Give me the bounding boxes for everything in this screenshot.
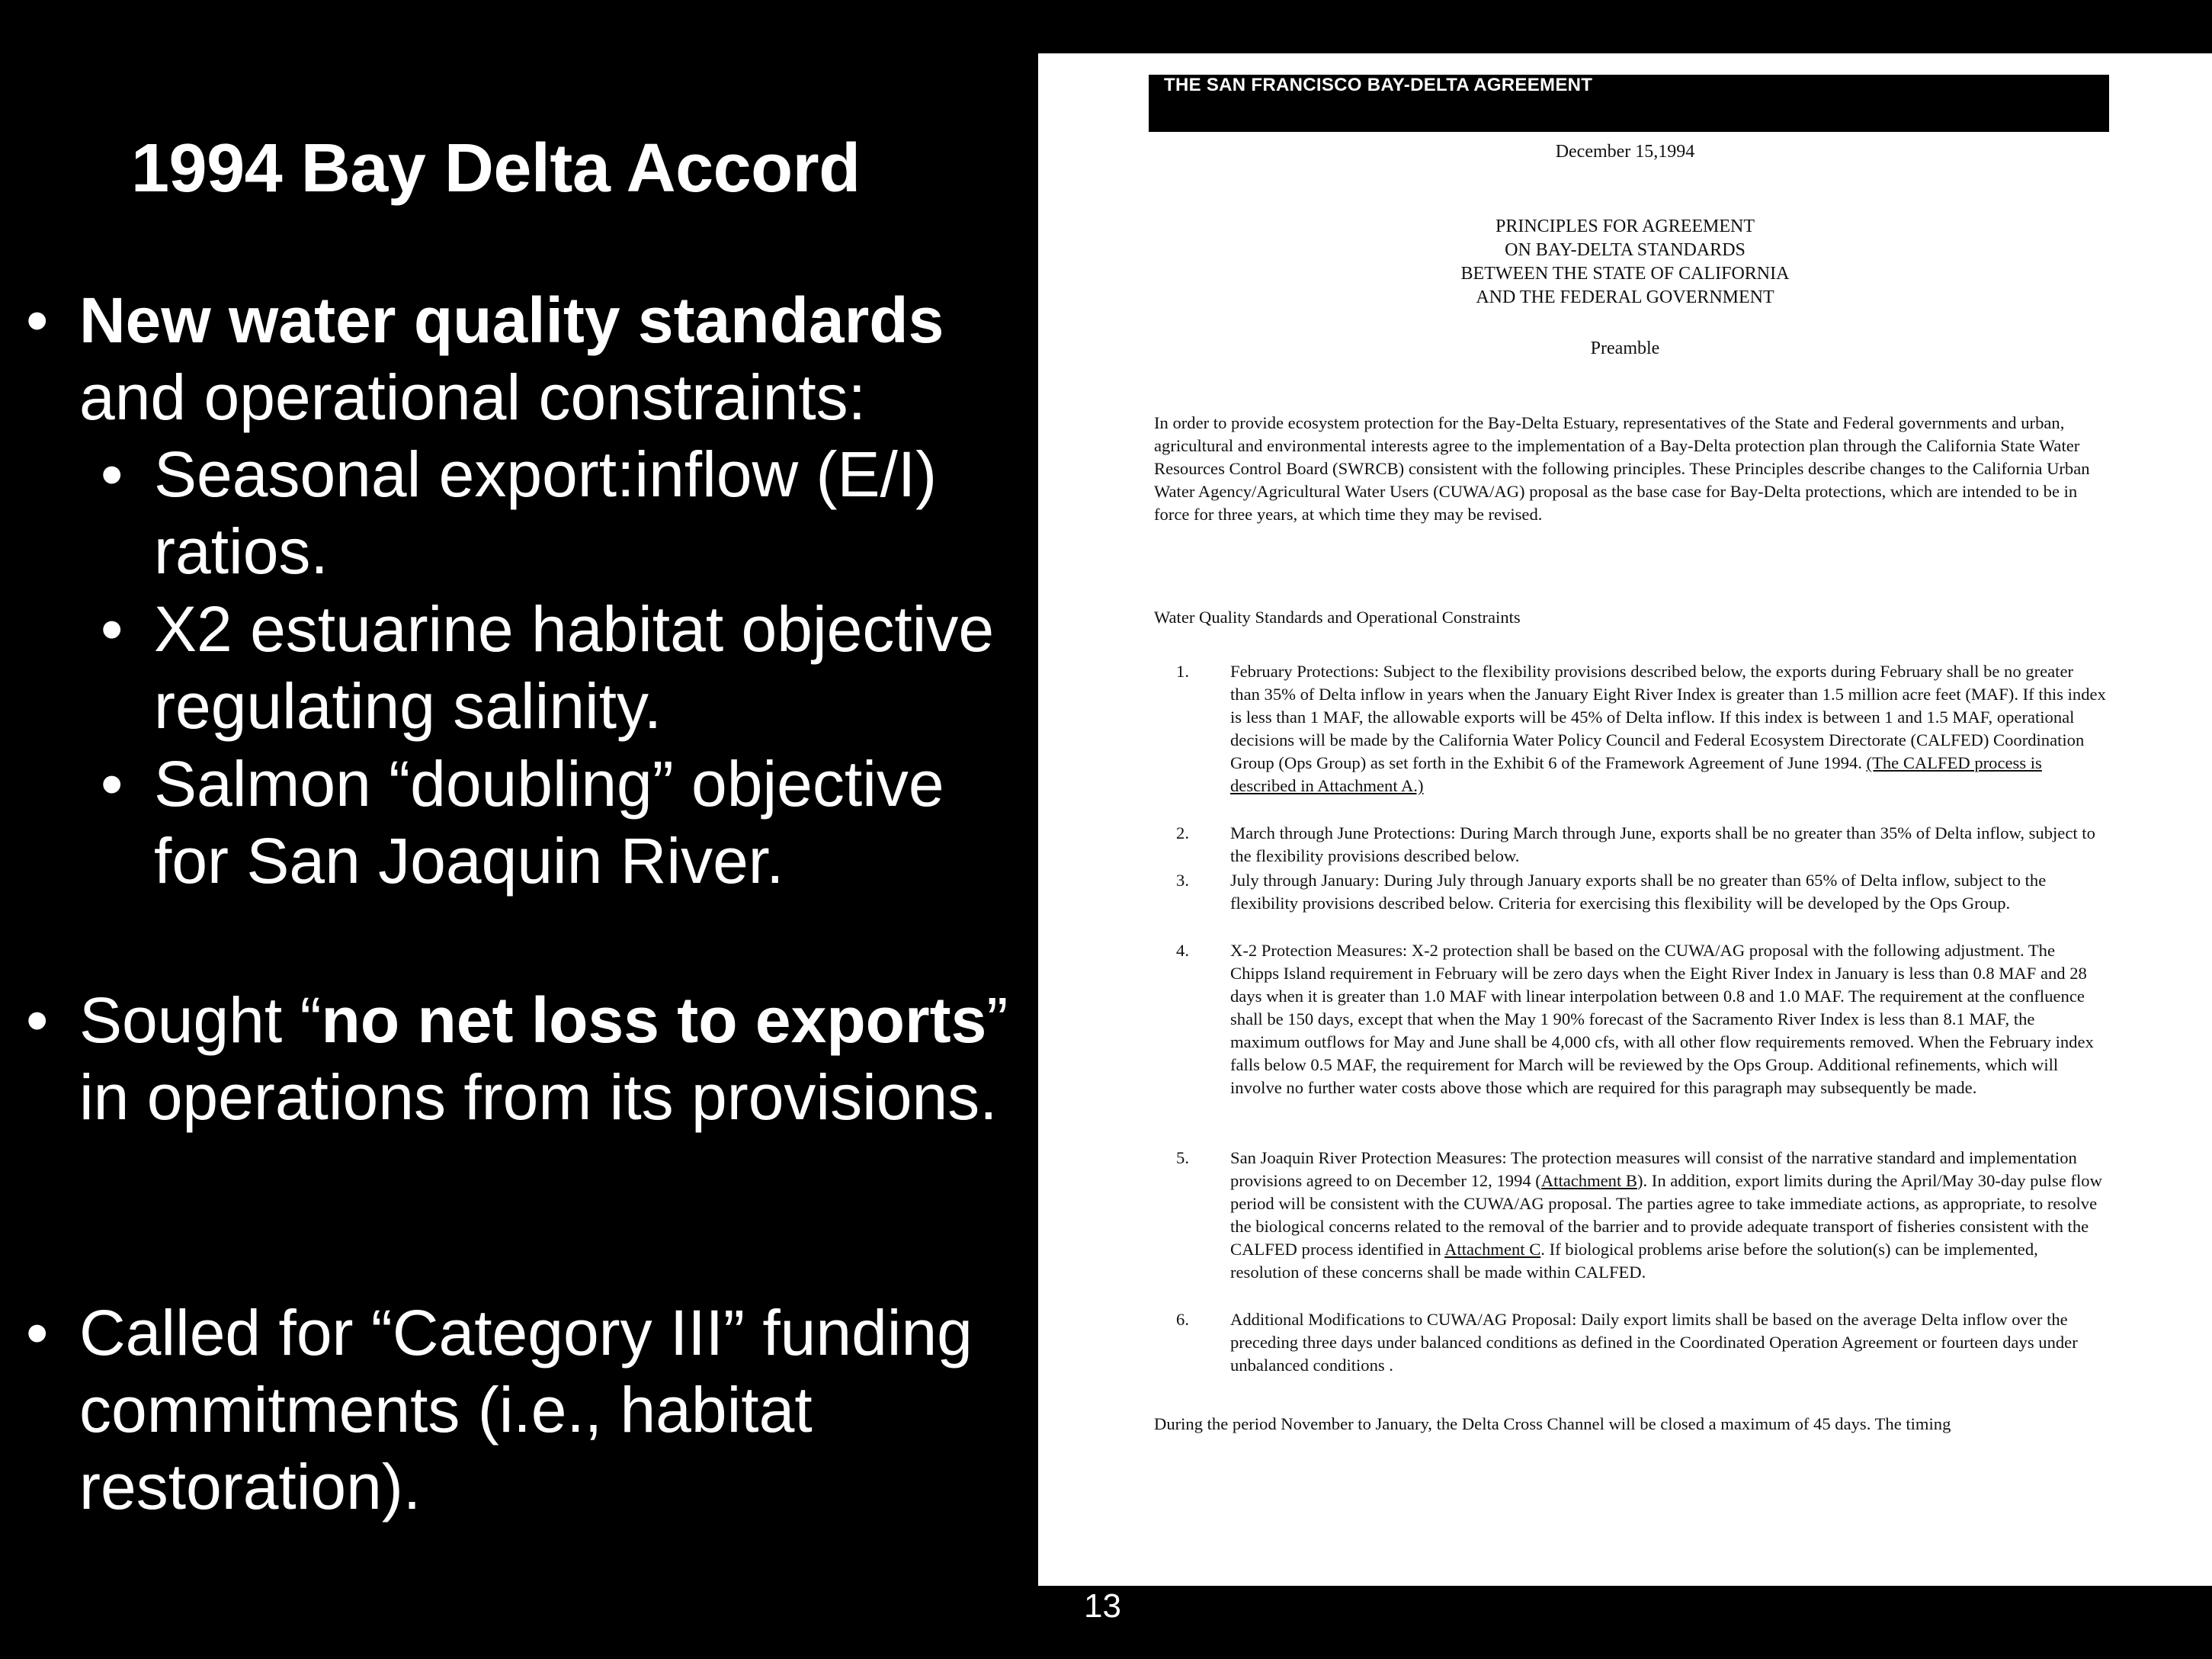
bullet-rest-text: and operational constraints: — [79, 361, 866, 433]
bullet-icon: • — [101, 593, 123, 665]
list-item-number: 5. — [1176, 1148, 1189, 1167]
attachment-c-link: Attachment C — [1444, 1240, 1541, 1259]
list-item-number: 1. — [1176, 662, 1189, 681]
list-item-body: ). In addition, export limits during the April/May 30-day pulse flow period will be consistent with the CUWA/AG proposal. The parties agree to take immediate actions, as appropriate, to resolve the biological concerns related to the removal of the barrier and to provide adequate transport of fisheries consistent with the CALFED process identified in — [1230, 1171, 2102, 1259]
list-item-text: X-2 Protection Measures: X-2 protection shall be based on the CUWA/AG proposal with the following adjustment. The Chipps Island requirement in February will be zero days when the Eight River Index in January is less than 0.8 MAF and 28 days when it is greater than 1.0 MAF with linear interpolation between 0.8 and 1.0 MAF. The requirement at the confluence shall be 150 days, except that when the May 1 90% forecast of the Sacramento River Index is less than 8.1 MAF, the maximum outflows for May and June shall be 4,000 cfs, with all other flow requirements removed. When the February index falls below 0.5 MAF, the requirement for March will be reviewed by the Ops Group. Additional refinements, which will involve no further water costs above those which are required for this paragraph may subsequently be made. — [1230, 941, 2094, 1097]
preamble-heading: Preamble — [1590, 339, 1660, 358]
document-page — [1038, 53, 2212, 1586]
bullet-text: Called for “Category III” funding commitments (i.e., habitat restoration). — [79, 1297, 973, 1523]
bullet-pre-text: Sought “ — [79, 984, 322, 1056]
list-item-body: San Joaquin River Protection Measures: The protection measures will consist of the narrative standard and implementation provisions agreed to on December 12, 1994 ( — [1230, 1148, 2077, 1190]
document-title-line: AND THE FEDERAL GOVERNMENT — [1476, 287, 1774, 307]
list-item-text: Additional Modifications to CUWA/AG Proposal: Daily export limits shall be based on the average Delta inflow over the preceding three days under balanced conditions as defined in the Coordinated Operation Agreement or fourteen days under unbalanced conditions . — [1230, 1310, 2078, 1375]
preamble-text: In order to provide ecosystem protection for the Bay-Delta Estuary, representatives of the State and Federal governments and urban, agricultural and environmental interests agree to the implementation of a Bay-Delta protection plan through the California State Water Resources Control Board (SWRCB) consistent with the following principles. These Principles describe changes to the California Urban Water Agency/Agricultural Water Users (CUWA/AG) proposal as the base case for Bay-Delta protections, which are intended to be in force for three years, at which time they may be revised. — [1154, 413, 2090, 524]
document-header-bar — [1149, 75, 2109, 132]
list-item-body: . If biological problems arise before the solution(s) can be implemented, resolution of these concerns shall be made within CALFED. — [1230, 1240, 2038, 1282]
attachment-b-link: Attachment B — [1540, 1171, 1637, 1190]
bullet-post-text: ” in operations from its provisions. — [79, 984, 1008, 1133]
page-number: 13 — [1084, 1587, 1121, 1625]
sub-bullet-text: X2 estuarine habitat objective regulating salinity. — [154, 593, 995, 742]
document-title-line: BETWEEN THE STATE OF CALIFORNIA — [1460, 264, 1790, 284]
list-item-number: 2. — [1176, 823, 1189, 842]
sub-bullet-text: Salmon “doubling” objective for San Joaquin River. — [154, 748, 944, 897]
list-item-text: March through June Protections: During March through June, exports shall be no greater than 35% of Delta inflow, subject to the flexibility provisions described below. — [1230, 823, 2095, 865]
list-item-number: 4. — [1176, 941, 1189, 960]
bullet-icon: • — [101, 748, 123, 820]
list-item-body: February Protections: Subject to the flexibility provisions described below, the exports during February shall be no greater than 35% of Delta inflow in years when the January Eight River Index is greater than 1.5 million acre feet (MAF). If this index is less than 1 MAF, the allowable exports will be 45% of Delta inflow. If this index is between 1 and 1.5 MAF, operational decisions will be made by the California Water Policy Council and Federal Ecosystem Directorate (CALFED) Coordination Group (Ops Group) as set forth in the Exhibit 6 of the Framework Agreement of June 1994. — [1230, 662, 2106, 772]
attachment-a-link: (The CALFED process is described in Attachment A.) — [1230, 753, 2042, 795]
slide-title: 1994 Bay Delta Accord — [131, 130, 861, 207]
document-header: THE SAN FRANCISCO BAY-DELTA AGREEMENT — [1164, 75, 1593, 95]
bullet-bold-text: New water quality standards — [79, 284, 944, 356]
bullet-icon: • — [26, 1297, 49, 1369]
document-title-line: ON BAY-DELTA STANDARDS — [1505, 240, 1746, 260]
bullet-bold-text: no net loss to exports — [321, 984, 987, 1056]
list-item-text — [1230, 660, 2107, 797]
closing-text: During the period November to January, the Delta Cross Channel will be closed a maximum of 45 days. The timing — [1154, 1414, 1951, 1433]
bullet-text — [79, 982, 1047, 1136]
list-item-number: 3. — [1176, 871, 1189, 890]
sub-bullet-text: Seasonal export:inflow (E/I) ratios. — [154, 438, 938, 587]
bullet-icon: • — [101, 438, 123, 510]
bullet-text — [79, 282, 1047, 436]
document-title-line: PRINCIPLES FOR AGREEMENT — [1495, 217, 1755, 236]
list-item-text: July through January: During July through January exports shall be no greater than 65% of Delta inflow, subject to the flexibility provisions described below. Criteria for exercising this flexibility will be developed by the Ops Group. — [1230, 871, 2047, 913]
document-date: December 15,1994 — [1555, 142, 1695, 162]
bullet-icon: • — [26, 984, 49, 1056]
list-item-text — [1230, 1147, 2107, 1284]
section-heading: Water Quality Standards and Operational Constraints — [1154, 608, 1521, 627]
list-item-number: 6. — [1176, 1310, 1189, 1329]
bullet-icon: • — [26, 284, 49, 356]
